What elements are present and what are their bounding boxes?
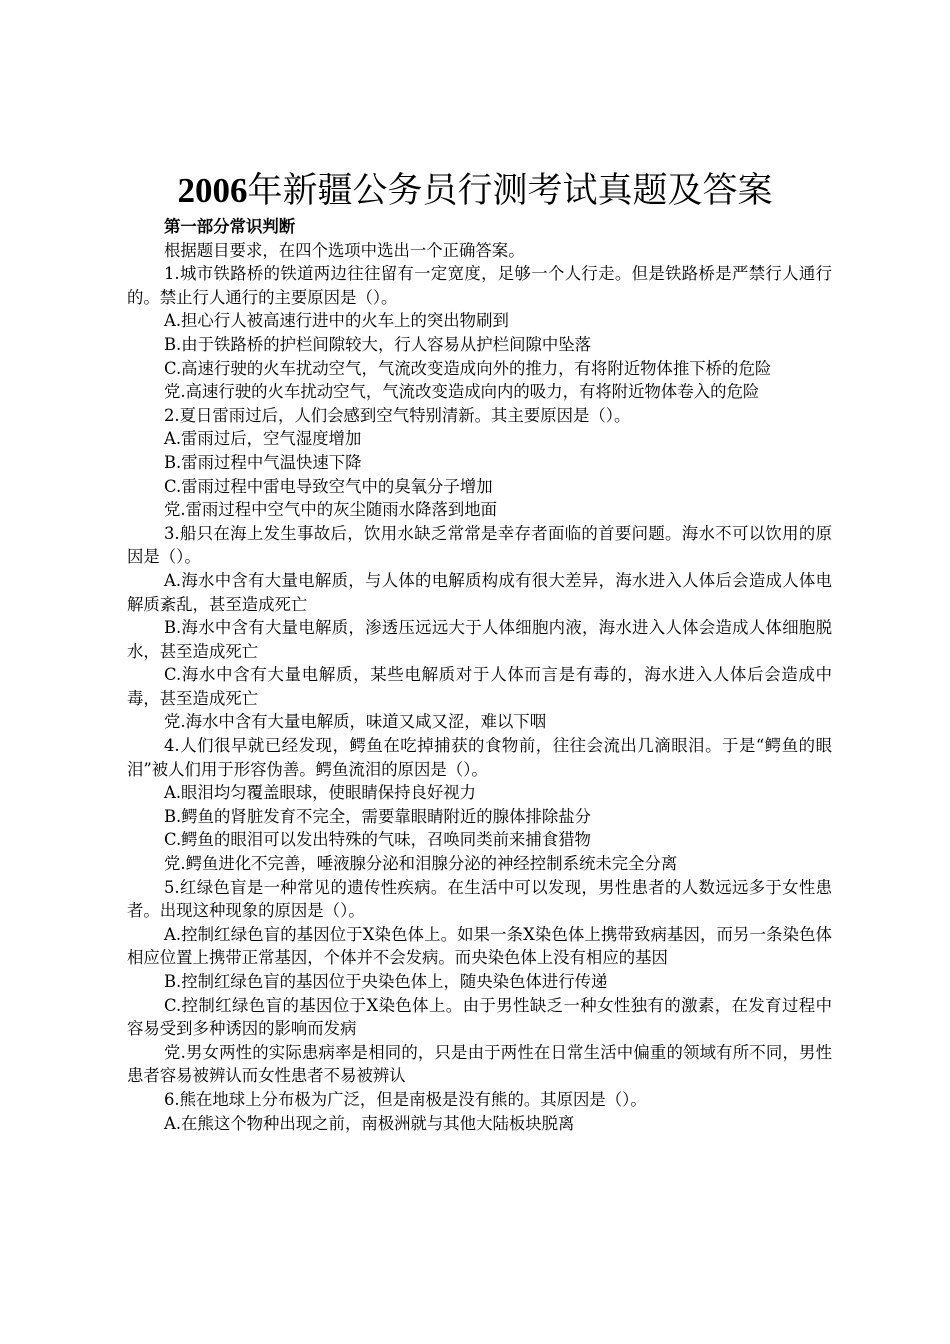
question-5-option-a: A.控制红绿色盲的基因位于X染色体上。如果一条X染色体上携带致病基因，而另一条染色体相应位置上携带正常基因，个体并不会发病。而央染色体上没有相应的基因 — [127, 924, 832, 968]
question-3-option-b: B.海水中含有大量电解质，渗透压远远大于人体细胞内液，海水进入人体会造成人体细胞脱水，甚至造成死亡 — [127, 618, 832, 661]
question-5-stem: 5.红绿色盲是一种常见的遗传性疾病。在生活中可以发现，男性患者的人数远远多于女性患者。出现这种现象的原因是（）。 — [127, 877, 832, 921]
question-3-option-c: C.海水中含有大量电解质，某些电解质对于人体而言是有毒的，海水进入人体后会造成中毒，甚至造成死亡 — [127, 665, 832, 708]
question-2-option-a: A.雷雨过后，空气湿度增加 — [164, 429, 362, 449]
question-5-option-c: C.控制红绿色盲的基因位于X染色体上。由于男性缺乏一种女性独有的激素，在发育过程中容易受到多种诱因的影响而发病 — [127, 995, 832, 1039]
question-5-option-d: 党.男女两性的实际患病率是相同的，只是由于两性在日常生活中偏重的领域有所不同，男性患者容易被辨认而女性患者不易被辨认 — [127, 1042, 832, 1086]
instruction-text: 根据题目要求，在四个选项中选出一个正确答案。 — [164, 240, 525, 260]
question-6-stem: 6.熊在地球上分布极为广泛，但是南极是没有熊的。其原因是（）。 — [164, 1089, 647, 1109]
question-4-option-c: C.鳄鱼的眼泪可以发出特殊的气味，召唤同类前来捕食猎物 — [164, 830, 591, 850]
document-body — [127, 215, 832, 1135]
document-title — [0, 166, 950, 216]
question-4-stem: 4.人们很早就已经发现，鳄鱼在吃掉捕获的食物前，往往会流出几滴眼泪。于是“鳄鱼的眼泪”被人们用于形容伪善。鳄鱼流泪的原因是（）。 — [127, 736, 832, 779]
title-text: 年新疆公务员行测考试真题及答案 — [247, 171, 773, 211]
question-4-option-a: A.眼泪均匀覆盖眼球，使眼睛保持良好视力 — [164, 783, 477, 803]
question-1-option-c: C.高速行驶的火车扰动空气，气流改变造成向外的推力，有将附近物体推下桥的危险 — [164, 358, 772, 378]
question-1-option-a: A.担心行人被高速行进中的火车上的突出物刷到 — [164, 311, 509, 331]
question-3-option-d: 党.海水中含有大量电解质，味道又咸又涩，难以下咽 — [164, 712, 547, 732]
question-2-option-c: C.雷雨过程中雷电导致空气中的臭氧分子增加 — [164, 476, 493, 496]
question-1-option-d: 党.高速行驶的火车扰动空气，气流改变造成向内的吸力，有将附近物体卷入的危险 — [164, 382, 760, 402]
question-3-option-a: A.海水中含有大量电解质，与人体的电解质构成有很大差异，海水进入人体后会造成人体电解质紊乱，甚至造成死亡 — [127, 570, 832, 614]
question-1-option-b: B.由于铁路桥的护栏间隙较大，行人容易从护栏间隙中坠落 — [164, 334, 592, 354]
question-2-option-b: B.雷雨过程中气温快速下降 — [164, 452, 362, 472]
question-2-stem: 2.夏日雷雨过后，人们会感到空气特别清新。其主要原因是（）。 — [164, 405, 631, 425]
title-year: 2006 — [177, 171, 248, 210]
question-2-option-d: 党.雷雨过程中空气中的灰尘随雨水降落到地面 — [164, 500, 498, 520]
question-6-option-a: A.在熊这个物种出现之前，南极洲就与其他大陆板块脱离 — [164, 1113, 575, 1133]
question-4-option-b: B.鳄鱼的肾脏发育不完全，需要靠眼睛附近的腺体排除盐分 — [164, 806, 592, 826]
question-3-stem: 3.船只在海上发生事故后，饮用水缺乏常常是幸存者面临的首要问题。海水不可以饮用的原因是（）。 — [127, 523, 832, 567]
question-4-option-d: 党.鳄鱼进化不完善，唾液腺分泌和泪腺分泌的神经控制系统未完全分离 — [164, 854, 678, 874]
section-heading: 第一部分常识判断 — [164, 217, 296, 236]
question-5-option-b: B.控制红绿色盲的基因位于央染色体上，随央染色体进行传递 — [164, 972, 608, 991]
question-1-stem: 1.城市铁路桥的铁道两边往往留有一定宽度，足够一个人行走。但是铁路桥是严禁行人通行的。禁止行人通行的主要原因是（）。 — [127, 264, 832, 307]
